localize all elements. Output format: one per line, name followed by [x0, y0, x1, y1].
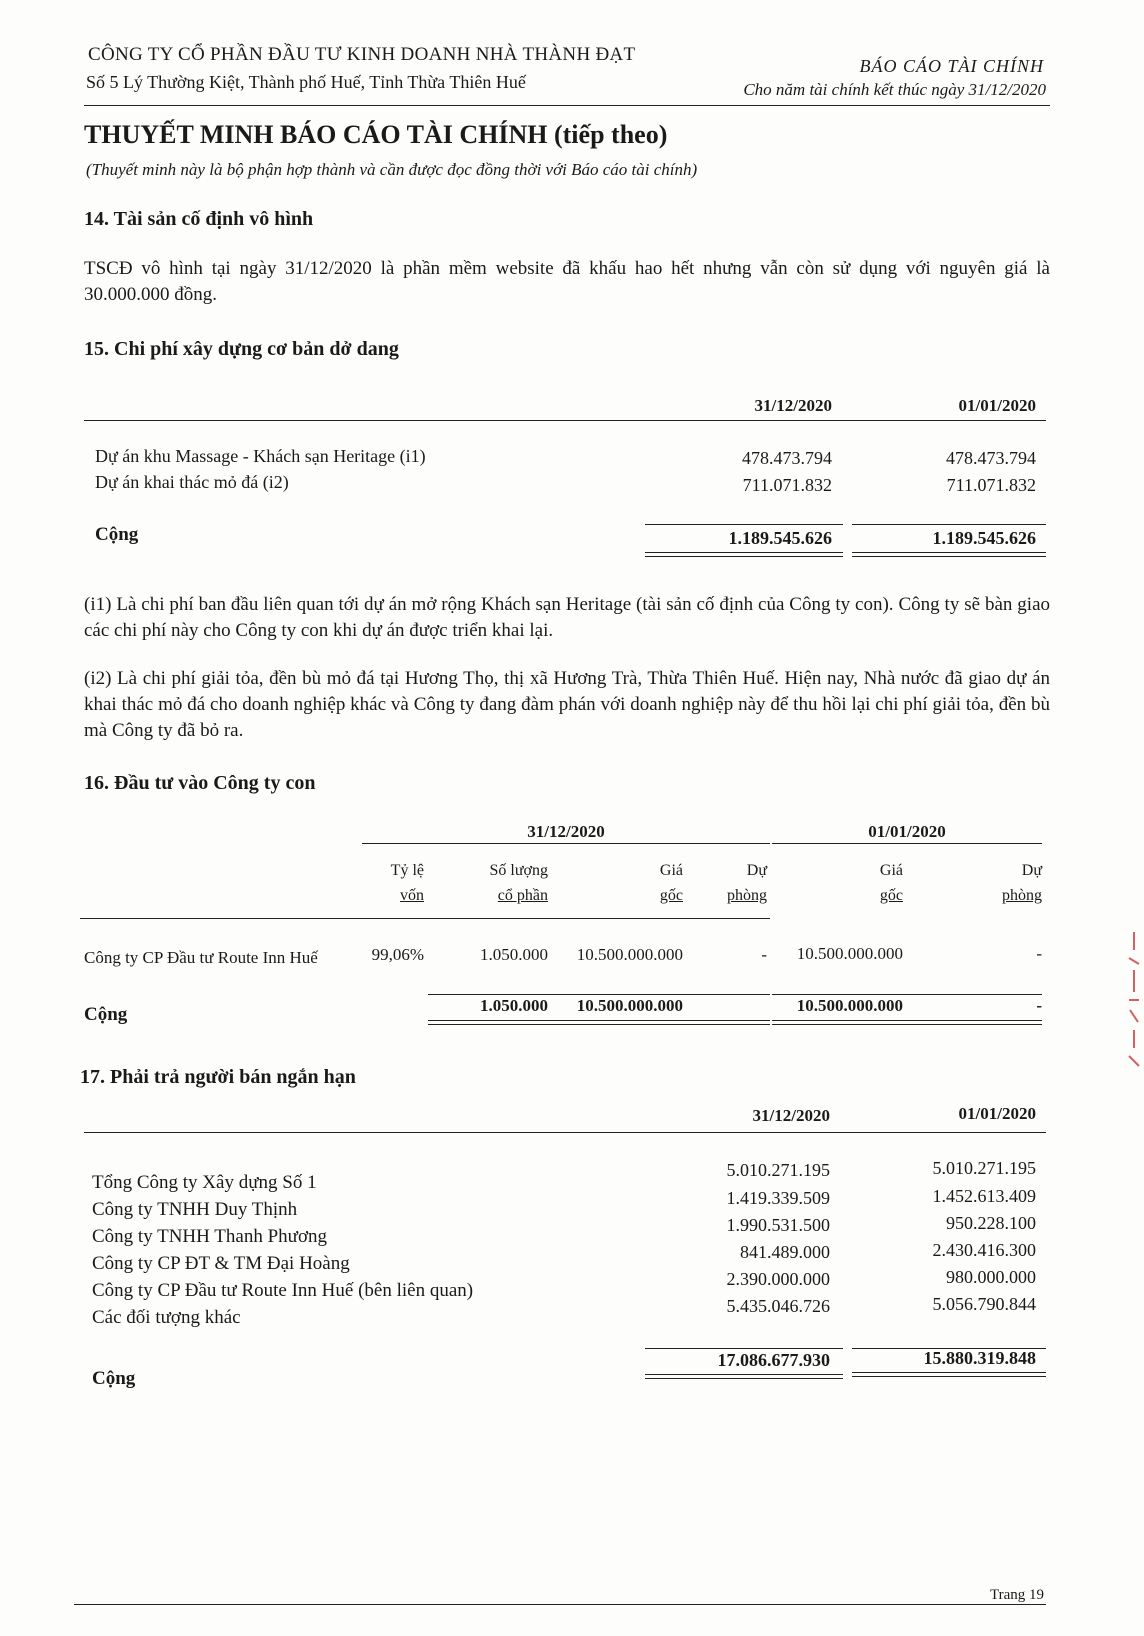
s15-note-i1: (i1) Là chi phí ban đầu liên quan tới dự án mở rộng Khách sạn Heritage (tài sản cố định của Công ty con). Công ty sẽ bàn giao các chi phí này cho Công ty con khi dự án được triển khai lại.	[84, 594, 1050, 641]
s17-col-current: 31/12/2020	[752, 1106, 830, 1125]
s17-col-prior: 01/01/2020	[958, 1104, 1036, 1123]
s17-row-value: 2.430.416.300	[932, 1240, 1036, 1260]
s17-total-rule	[645, 1348, 843, 1349]
s15-row-value: 478.473.794	[946, 448, 1036, 468]
s16-head-cost-l2: gốc	[659, 887, 683, 904]
s17-row-label: Các đối tượng khác	[92, 1307, 241, 1328]
s15-row-value: 711.071.832	[742, 475, 832, 495]
company-address: Số 5 Lý Thường Kiệt, Thành phố Huế, Tỉnh Thừa Thiên Huế	[86, 72, 526, 92]
s15-row-value: 478.473.794	[742, 448, 832, 468]
s16-total-cost: 10.500.000.000	[576, 996, 683, 1015]
s15-row-label: Dự án khai thác mỏ đá (i2)	[95, 472, 289, 492]
s16-head-qty-l2: cổ phần	[497, 887, 548, 904]
s16-total-cost-prior: 10.500.000.000	[796, 996, 903, 1015]
s16-row-label: Công ty CP Đầu tư Route Inn Huế	[84, 948, 318, 967]
s17-row-value: 841.489.000	[740, 1242, 830, 1262]
s16-double-rule	[428, 1020, 770, 1025]
s16-row-cost-prior: 10.500.000.000	[796, 944, 903, 963]
s15-double-rule	[852, 552, 1046, 557]
report-title: BÁO CÁO TÀI CHÍNH	[859, 56, 1044, 76]
s15-col-current: 31/12/2020	[754, 396, 832, 415]
section-14-text: TSCĐ vô hình tại ngày 31/12/2020 là phần mềm website đã khấu hao hết nhưng vẫn còn sử dụng với nguyên giá là 30.000.000 đồng.	[84, 258, 1050, 305]
s17-row-value: 5.056.790.844	[932, 1294, 1036, 1314]
s16-head-cost-l1: Giá	[659, 862, 683, 879]
s16-group-prior: 01/01/2020	[868, 822, 946, 841]
s16-head-rate-l2: vốn	[400, 887, 424, 904]
s16-head-prov-prior	[960, 858, 1042, 908]
s17-row-value: 1.419.339.509	[726, 1188, 830, 1208]
s16-row-qty: 1.050.000	[480, 945, 548, 964]
s16-row-cost: 10.500.000.000	[576, 945, 683, 964]
s17-total-value: 15.880.319.848	[923, 1348, 1036, 1368]
s16-double-rule	[772, 1020, 1042, 1025]
s15-note-i2: (i2) Là chi phí giải tỏa, đền bù mỏ đá tại Hương Thọ, thị xã Hương Trà, Thừa Thiên Huế. Hiện nay, Nhà nước đã giao dự án khai thác mỏ đá cho doanh nghiệp khác và Công ty đang đàm phán với doanh nghiệp này để thu hồi lại chi phí giải tỏa, đền bù mà Công ty đã bỏ ra.	[84, 668, 1050, 741]
s17-row-value: 1.452.613.409	[932, 1186, 1036, 1206]
s17-row-label: Công ty TNHH Duy Thịnh	[92, 1199, 298, 1220]
s16-head-prov-prior-l2: phòng	[1002, 887, 1042, 904]
s17-header-rule	[84, 1132, 1046, 1133]
s16-row-prov-prior: -	[1036, 944, 1042, 963]
s16-head-cost-prior-l1: Giá	[879, 862, 903, 879]
s16-header-rule	[80, 918, 770, 919]
s16-head-prov-l1: Dự	[746, 862, 767, 879]
s17-row-label: Công ty CP ĐT & TM Đại Hoàng	[92, 1253, 350, 1274]
s17-row-value: 1.990.531.500	[726, 1215, 830, 1235]
footer-divider	[74, 1604, 1046, 1605]
s16-head-cost	[570, 858, 683, 908]
s16-total-rule	[772, 994, 1042, 995]
s15-total-value: 1.189.545.626	[932, 528, 1036, 548]
s16-head-prov-prior-l1: Dự	[1021, 862, 1042, 879]
s16-head-cost-prior-l2: gốc	[879, 887, 903, 904]
s17-total-label: Cộng	[92, 1368, 136, 1389]
s16-head-prov-l2: phòng	[727, 887, 767, 904]
s17-row-value: 2.390.000.000	[726, 1269, 830, 1289]
s15-row-value: 711.071.832	[946, 475, 1036, 495]
s17-double-rule	[645, 1374, 843, 1379]
s16-head-qty	[440, 858, 548, 908]
section-17-title: 17. Phải trả người bán ngắn hạn	[80, 1066, 356, 1088]
s15-total-rule	[852, 524, 1046, 525]
s17-row-label: Công ty CP Đầu tư Route Inn Huế (bên liên quan)	[92, 1280, 474, 1301]
s15-row-label: Dự án khu Massage - Khách sạn Heritage (i1)	[95, 446, 426, 466]
document-title: THUYẾT MINH BÁO CÁO TÀI CHÍNH (tiếp theo)	[84, 120, 668, 149]
s17-row-value: 950.228.100	[946, 1213, 1036, 1233]
report-period: Cho năm tài chính kết thúc ngày 31/12/2020	[743, 80, 1046, 99]
s16-head-qty-l1: Số lượng	[489, 862, 548, 879]
s17-row-value: 980.000.000	[946, 1267, 1036, 1287]
s15-total-value: 1.189.545.626	[728, 528, 832, 548]
s16-head-prov	[700, 858, 767, 908]
s16-group-rule	[772, 843, 1042, 844]
document-subtitle: (Thuyết minh này là bộ phận hợp thành và cần được đọc đồng thời với Báo cáo tài chính)	[86, 160, 698, 179]
section-14-title: 14. Tài sản cố định vô hình	[84, 208, 314, 230]
s17-row-label: Tổng Công ty Xây dựng Số 1	[92, 1172, 317, 1193]
s15-col-prior: 01/01/2020	[958, 396, 1036, 415]
s16-total-prov-prior: -	[1036, 996, 1042, 1015]
s16-row-prov: -	[761, 945, 767, 964]
company-name: CÔNG TY CỔ PHẦN ĐẦU TƯ KINH DOANH NHÀ THÀNH ĐẠT	[88, 44, 636, 65]
s17-double-rule	[852, 1372, 1046, 1377]
s16-row-rate: 99,06%	[371, 945, 424, 964]
s16-head-rate	[362, 858, 424, 908]
s15-double-rule	[645, 552, 843, 557]
s15-header-rule	[84, 420, 1046, 421]
s16-group-current: 31/12/2020	[527, 822, 605, 841]
s16-total-label: Cộng	[84, 1004, 128, 1025]
s16-head-rate-l1: Tỷ lệ	[390, 862, 424, 879]
section-16-title: 16. Đầu tư vào Công ty con	[84, 772, 316, 794]
s17-row-value: 5.010.271.195	[932, 1158, 1036, 1178]
red-stamp-mark	[1125, 930, 1142, 1070]
header-divider	[84, 105, 1050, 106]
s16-total-qty: 1.050.000	[480, 996, 548, 1015]
page-number: Trang 19	[989, 1587, 1044, 1603]
s17-row-value: 5.010.271.195	[726, 1160, 830, 1180]
s17-row-label: Công ty TNHH Thanh Phương	[92, 1226, 327, 1247]
section-15-title: 15. Chi phí xây dựng cơ bản dở dang	[84, 338, 399, 360]
s16-group-rule	[362, 843, 770, 844]
s16-head-cost-prior	[790, 858, 903, 908]
s15-total-rule	[645, 524, 843, 525]
stamp-icon	[1126, 930, 1142, 1070]
s15-total-label: Cộng	[95, 524, 139, 545]
s16-total-rule	[428, 994, 770, 995]
s17-row-value: 5.435.046.726	[726, 1296, 830, 1316]
s17-total-value: 17.086.677.930	[717, 1350, 830, 1370]
